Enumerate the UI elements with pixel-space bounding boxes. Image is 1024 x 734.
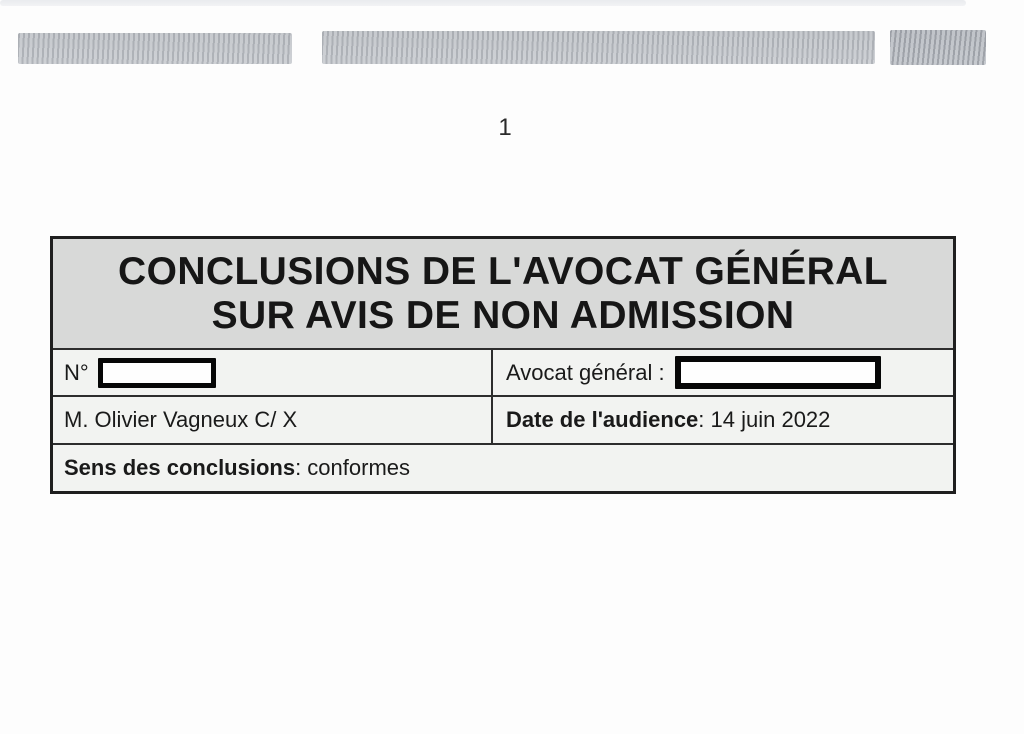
conclusions-table (50, 236, 956, 494)
cell-sens-conclusions (53, 445, 953, 491)
cell-parties (53, 397, 493, 443)
numero-label: N° (64, 359, 89, 385)
scan-noise-band-right (890, 30, 986, 65)
redacted-avocat-name-box (675, 356, 881, 389)
table-title-line1: CONCLUSIONS DE L'AVOCAT GÉNÉRAL (118, 249, 888, 293)
sens-conclusions-label: Sens des conclusions (64, 455, 296, 480)
redacted-case-number-box (98, 358, 216, 388)
page-number: 1 (498, 114, 512, 141)
scan-noise-band-left (18, 33, 292, 64)
table-row-numero-avocat (53, 350, 953, 397)
table-title-line2: SUR AVIS DE NON ADMISSION (211, 293, 795, 337)
date-audience-label: Date de l'audience (506, 407, 699, 432)
parties-text: M. Olivier Vagneux C/ X (64, 407, 298, 432)
table-title (53, 239, 953, 350)
sens-conclusions-value: : conformes (295, 455, 411, 480)
scan-noise-band-middle (322, 31, 875, 64)
table-row-sens-conclusions (53, 445, 953, 491)
date-audience-value: : 14 juin 2022 (698, 407, 831, 432)
cell-numero (53, 350, 493, 395)
cell-avocat-general (493, 350, 953, 395)
table-row-parties-audience (53, 397, 953, 445)
avocat-general-label: Avocat général : (506, 359, 665, 385)
cell-date-audience (493, 397, 953, 443)
scan-noise-strip-faint (0, 0, 966, 6)
